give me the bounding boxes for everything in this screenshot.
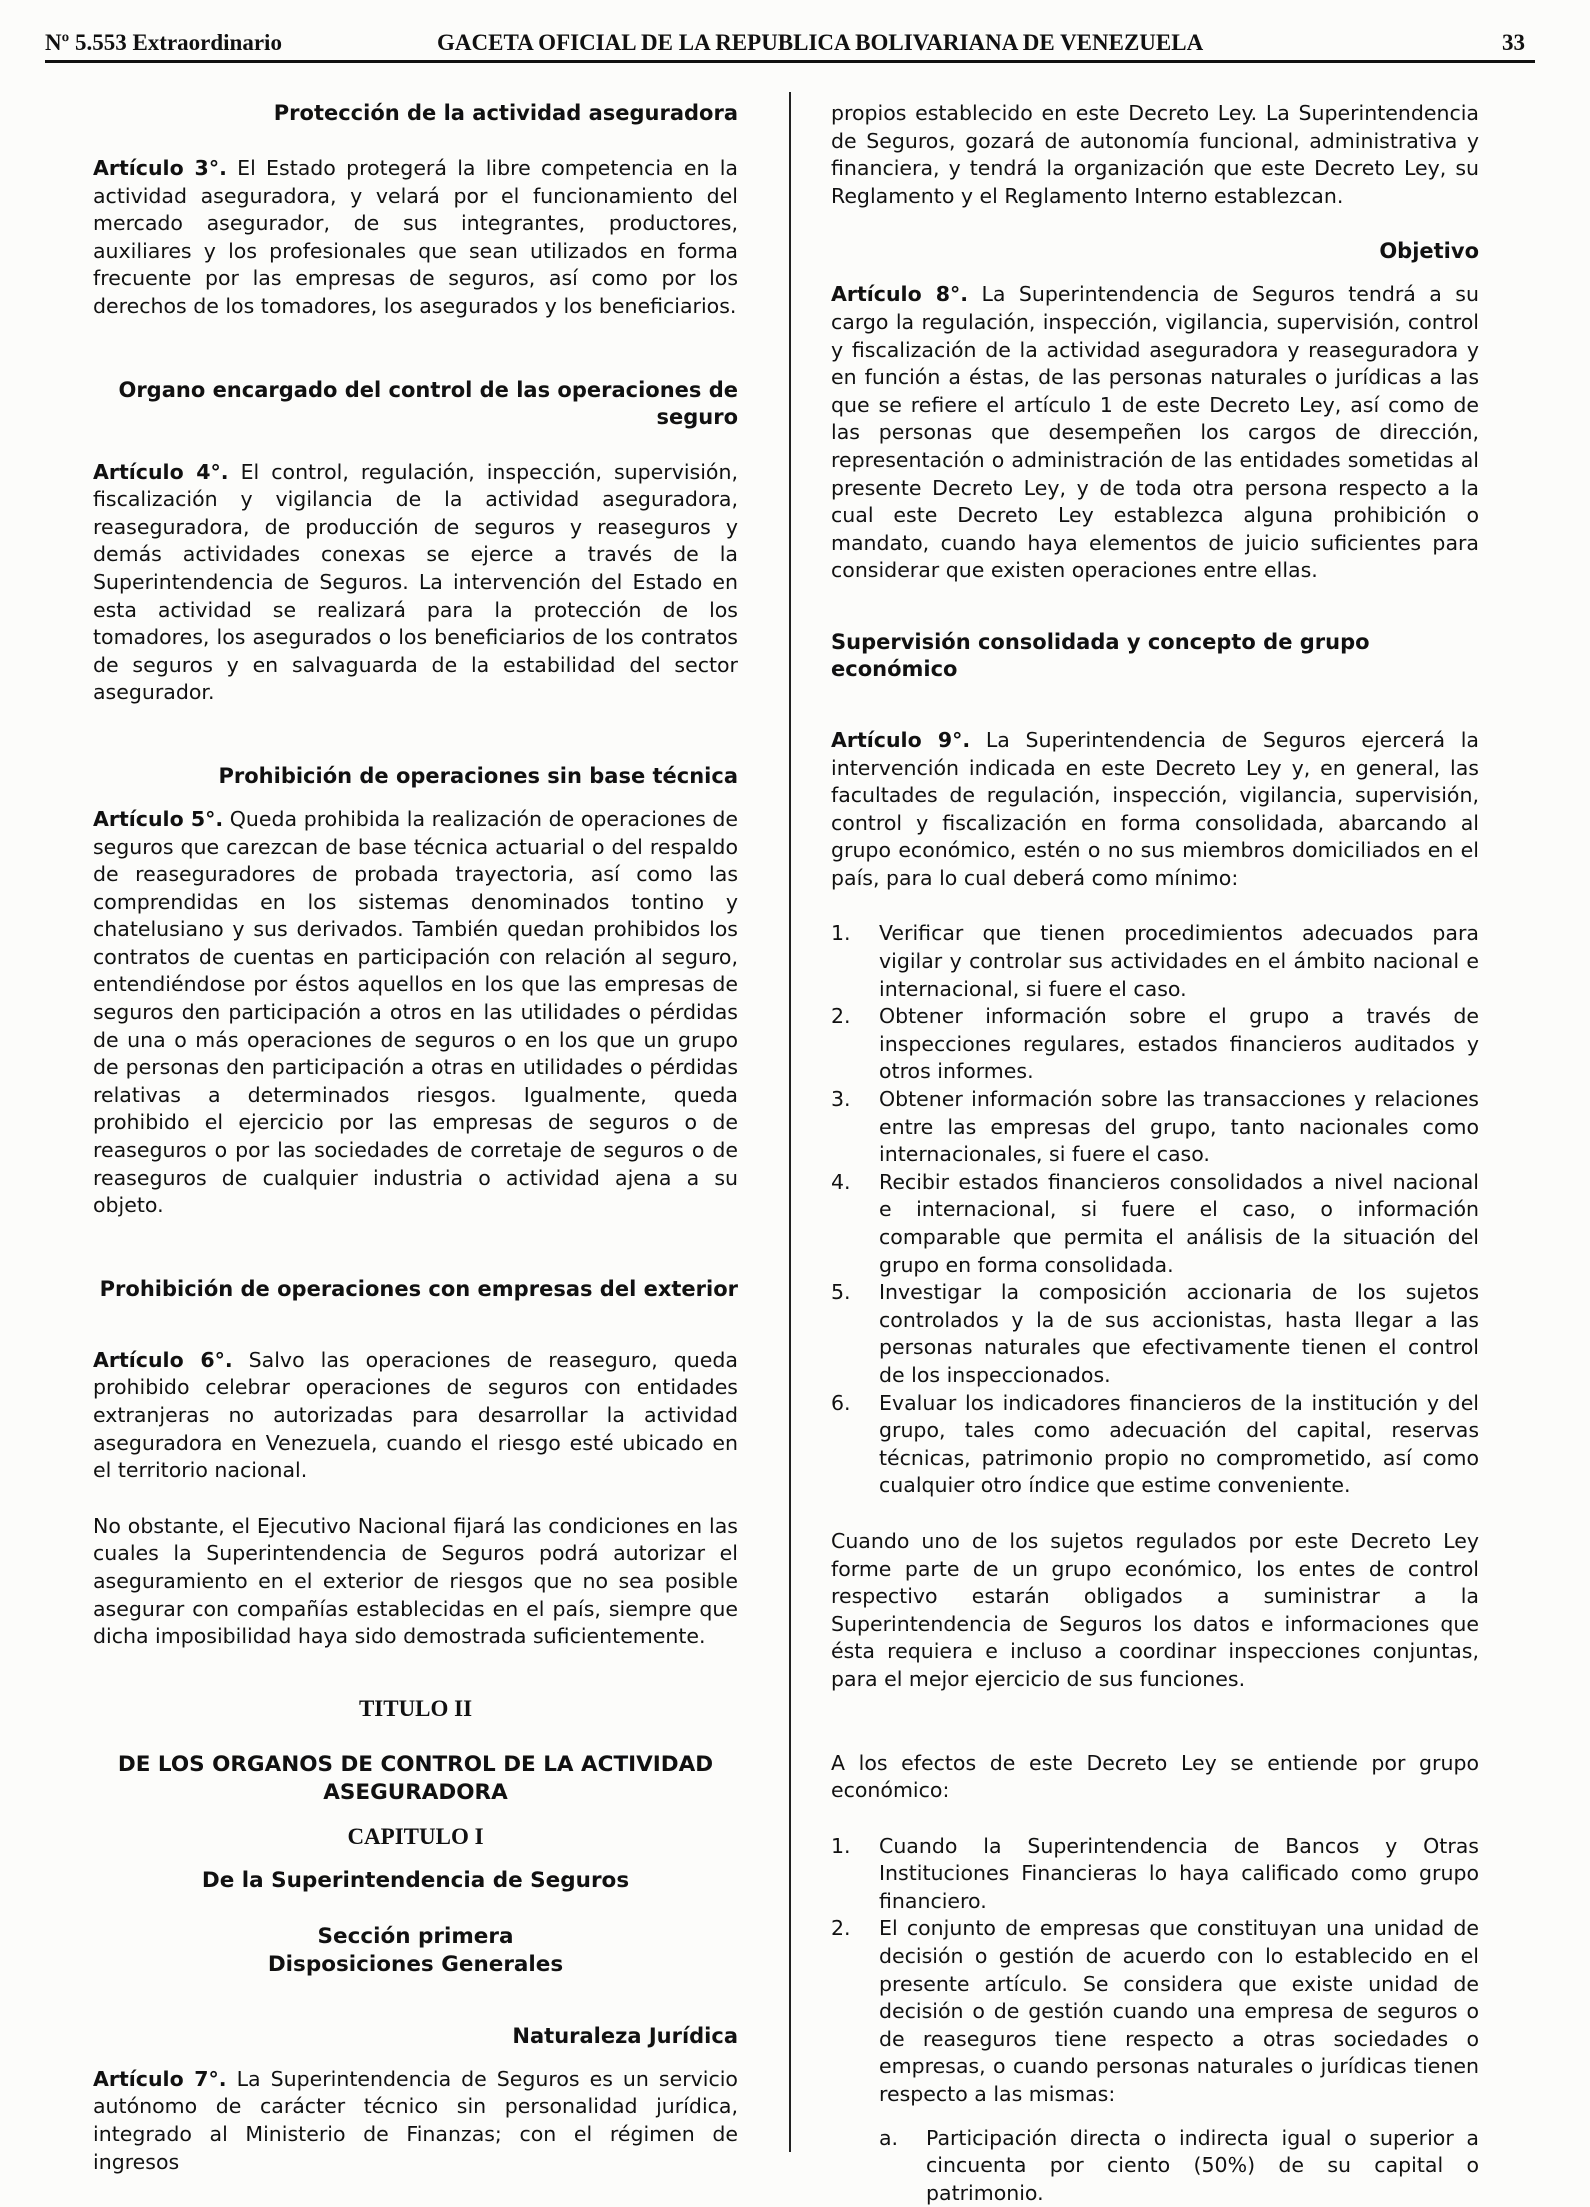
- list-item: 2. Obtener información sobre el grupo a través de inspecciones regulares, estados financieros auditados y otros informes.: [831, 1004, 1479, 1084]
- article-4-text: El control, regulación, inspección, supervisión, fiscalización y vigilancia de la actividad aseguradora, reaseguradora, de producción de seguros y reaseguros y demás actividades conexas se ejerce a través de la Superintendencia de Seguros. La intervención del Estado en esta actividad se realizará para la protección de los tomadores, los asegurados o los beneficiarios de los contratos de seguros y en salvaguarda de la estabilidad del sector asegurador.: [93, 459, 738, 705]
- article-8-text: La Superintendencia de Seguros tendrá a su cargo la regulación, inspección, vigilancia, supervisión, control y fiscalización de la actividad aseguradora y reaseguradora y en función a éstas, de las personas naturales o jurídicas a las que se refiere el artículo 1 de este Decreto Ley, así como de las personas que desempeñen los cargos de dirección, representación o administración de las entidades sometidas al presente Decreto Ley, y de toda otra persona respecto a la cual este Decreto Ley establezca alguna prohibición o mandato, cuando haya elementos de juicio suficientes para considerar que existen operaciones entre ellas.: [831, 282, 1479, 583]
- article-8-label: Artículo 8°.: [831, 282, 969, 307]
- issue-number: Nº 5.553 Extraordinario: [45, 30, 282, 55]
- article-7-label: Artículo 7°.: [93, 2066, 227, 2091]
- capitulo-heading: CAPITULO I: [347, 1823, 484, 1849]
- list-item: 2. El conjunto de empresas que constituyan una unidad de decisión o gestión de acuerdo con lo establecido en el presente artículo. Se considera que existe unidad de decisión o de gestión cuando una empresa de seguros o de reaseguros tiene respecto a otras sociedades o empresas, o cuando personas naturales o jurídicas tienen respecto a las mismas:: [831, 1916, 1479, 2107]
- group-coordination-paragraph: Cuando uno de los sujetos regulados por este Decreto Ley forme parte de un grupo económico, los entes de control respectivo estarán obligados a suministrar a la Superintendencia de Seguros los datos e informaciones que ésta requiera e incluso a coordinar inspecciones conjuntas, para el mejor ejercicio de sus funciones.: [831, 1528, 1479, 1691]
- gazette-title: GACETA OFICIAL DE LA REPUBLICA BOLIVARIANA DE VENEZUELA: [437, 30, 1204, 55]
- seccion-subheading: Disposiciones Generales: [267, 1951, 564, 1977]
- article-5-label: Artículo 5°.: [93, 806, 224, 831]
- heading-naturaleza: Naturaleza Jurídica: [512, 2023, 738, 2048]
- titulo-subheading: DE LOS ORGANOS DE CONTROL DE LA ACTIVIDAD ASEGURADORA: [117, 1751, 714, 1805]
- group-definition-list: [831, 1833, 1479, 2109]
- list-item: a. Participación directa o indirecta igual o superior a cincuenta por ciento (50%) de su capital o patrimonio.: [879, 2125, 1479, 2205]
- right-column: [831, 100, 1479, 2207]
- titulo-heading: TITULO II: [358, 1695, 473, 1721]
- heading-prohibicion-exterior: Prohibición de operaciones con empresas del exterior: [99, 1276, 738, 1301]
- article-5: [93, 806, 738, 1220]
- heading-proteccion: Protección de la actividad aseguradora: [273, 101, 738, 125]
- article-6-text: Salvo las operaciones de reaseguro, queda prohibido celebrar operaciones de seguros con entidades extranjeras no autorizadas para desarrollar la actividad aseguradora en Venezuela, cuando el riesgo esté ubicado en el territorio nacional.: [93, 1347, 738, 1483]
- article-3-label: Artículo 3°.: [93, 156, 227, 180]
- article-4: [93, 459, 738, 707]
- column-divider: [789, 92, 791, 2152]
- article-8: [831, 281, 1479, 585]
- heading-supervision: Supervisión consolidada y concepto de grupo económico: [831, 629, 1370, 681]
- list-item: 1. Cuando la Superintendencia de Bancos y Otras Instituciones Financieras lo haya calificado como grupo financiero.: [831, 1833, 1479, 1913]
- article-9-duties-list: [831, 920, 1479, 1499]
- article-9-label: Artículo 9°.: [831, 727, 971, 752]
- article-9: [831, 727, 1479, 893]
- group-definition-intro: A los efectos de este Decreto Ley se entiende por grupo económico:: [831, 1750, 1479, 1803]
- list-item: 4. Recibir estados financieros consolidados a nivel nacional e internacional, si fuere el caso, o información comparable que permita el análisis de la situación del grupo en forma consolidada.: [831, 1169, 1479, 1277]
- heading-organo: Organo encargado del control de las operaciones de seguro: [118, 377, 738, 429]
- article-7: [93, 2066, 738, 2176]
- list-item: 1. Verificar que tienen procedimientos adecuados para vigilar y controlar sus actividades en el ámbito nacional e internacional, si fuere el caso.: [831, 921, 1479, 1001]
- list-item: 5. Investigar la composición accionaria de los sujetos controlados y la de sus accionistas, hasta llegar a las personas naturales que efectivamente tienen el control de los inspeccionados.: [831, 1280, 1479, 1387]
- capitulo-subheading: De la Superintendencia de Seguros: [201, 1867, 630, 1893]
- article-3: [93, 155, 738, 321]
- article-6-label: Artículo 6°.: [93, 1347, 233, 1372]
- article-6-paragraph-2: No obstante, el Ejecutivo Nacional fijará las condiciones en las cuales la Superintendencia de Seguros podrá autorizar el aseguramiento en el exterior de riesgos que no sea posible asegurar con compañías establecidas en el país, siempre que dicha imposibilidad haya sido demostrada suficientemente.: [93, 1513, 738, 1649]
- article-4-label: Artículo 4°.: [93, 459, 229, 484]
- heading-objetivo: Objetivo: [1379, 239, 1479, 264]
- article-3-text: El Estado protegerá la libre competencia en la actividad aseguradora, y velará por el funcionamiento del mercado asegurador, de sus integrantes, productores, auxiliares y los profesionales que sean utilizados en forma frecuente por las empresas de seguros, así como por los derechos de los tomadores, los asegurados y los beneficiarios.: [93, 156, 738, 318]
- gazette-header: [45, 28, 1535, 63]
- page-number: 33: [1502, 30, 1525, 55]
- article-6: [93, 1347, 738, 1485]
- article-7-continuation: propios establecido en este Decreto Ley. La Superintendencia de Seguros, gozará de autonomía funcional, administrativa y financiera, y tendrá la organización que este Decreto Ley, su Reglamento y el Reglamento Interno establezcan.: [831, 101, 1479, 208]
- article-9-text: La Superintendencia de Seguros ejercerá la intervención indicada en este Decreto Ley y, en general, las facultades de regulación, inspección, vigilancia, supervisión, control y fiscalización en forma consolidada, abarcando al grupo económico, estén o no sus miembros domiciliados en el país, para lo cual deberá como mínimo:: [831, 727, 1479, 890]
- seccion-heading: Sección primera: [317, 1923, 514, 1949]
- heading-prohibicion-tecnica: Prohibición de operaciones sin base técnica: [218, 763, 738, 788]
- group-definition-sublist: [831, 2125, 1479, 2207]
- list-item: 6. Evaluar los indicadores financieros de la institución y del grupo, tales como adecuación del capital, reservas técnicas, patrimonio propio no comprometido, así como cualquier otro índice que estime conveniente.: [831, 1390, 1479, 1498]
- article-7-text: La Superintendencia de Seguros es un servicio autónomo de carácter técnico sin personalidad jurídica, integrado al Ministerio de Finanzas; con el régimen de ingresos: [93, 2066, 738, 2174]
- list-item: 3. Obtener información sobre las transacciones y relaciones entre las empresas del grupo, tanto nacionales como internacionales, si fuere el caso.: [831, 1087, 1479, 1167]
- article-5-text: Queda prohibida la realización de operaciones de seguros que carezcan de base técnica actuarial o del respaldo de reaseguradores de probada trayectoria, así como las comprendidas en los sistemas denominados tontino y chatelusiano y sus derivados. También quedan prohibidos los contratos de cuentas en participación con relación al seguro, entendiéndose por éstos aquellos en los que las empresas de seguros den participación a otros en las utilidades o pérdidas de una o más operaciones de seguros o en los que un grupo de personas den participación a otras en utilidades o pérdidas relativas a determinados riesgos. Igualmente, queda prohibido el ejercicio por las empresas de seguros o de reaseguros o por las sociedades de corretaje de seguros o de reaseguros de cualquier industria o actividad ajena a su objeto.: [93, 806, 738, 1218]
- left-column: [93, 100, 738, 2176]
